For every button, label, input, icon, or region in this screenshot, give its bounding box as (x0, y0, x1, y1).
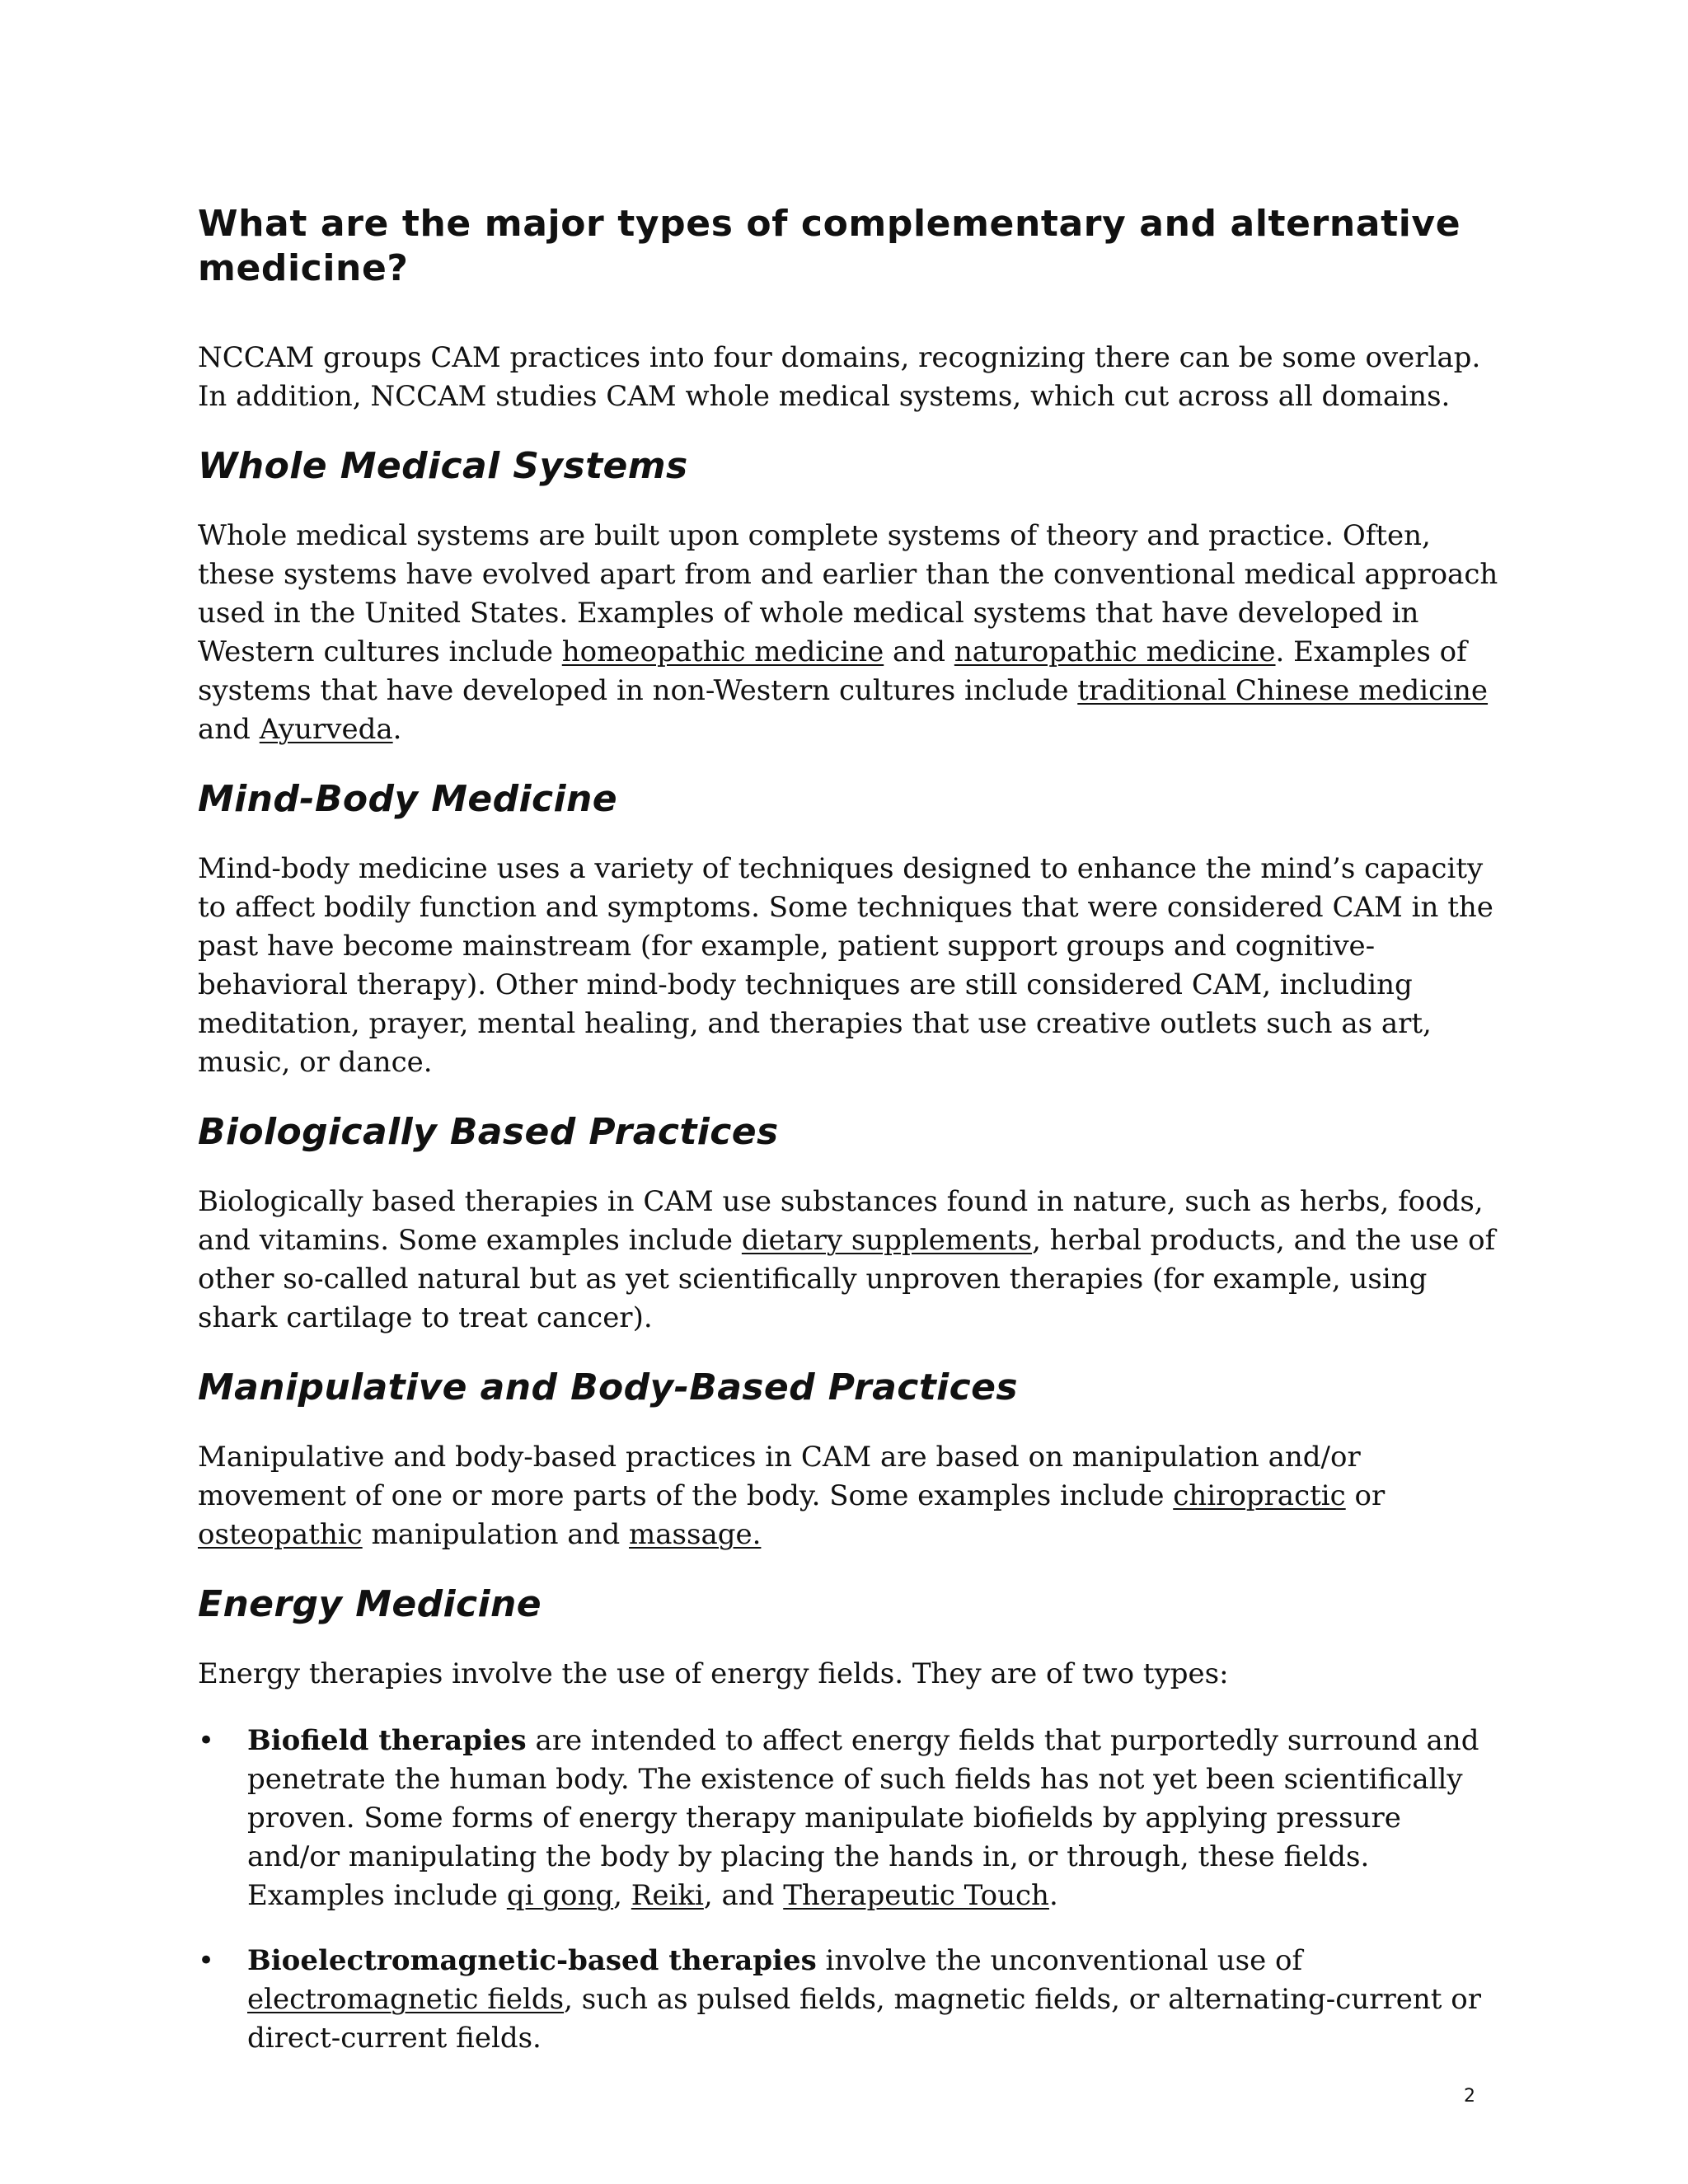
list-item-biofield (198, 1722, 1500, 1915)
text-span: involve the unconventional use of (816, 1944, 1303, 1977)
text-span: , herbal products, and the use of other so-called natural but as yet scientifically unproven therapies (for example, using shark cartilage to treat cancer). (198, 1224, 1496, 1334)
link-naturopathic-medicine[interactable]: naturopathic medicine (954, 635, 1276, 668)
bullet-icon: • (198, 1944, 215, 1977)
text-span: manipulation and (362, 1518, 630, 1551)
link-ayurveda[interactable]: Ayurveda (259, 713, 393, 746)
text-span: and (198, 713, 260, 746)
document-page (198, 202, 1500, 2084)
list-item-bioelectromagnetic (198, 1942, 1500, 2058)
text-span: , (613, 1879, 631, 1912)
heading-whole-medical-systems: Whole Medical Systems (198, 445, 688, 487)
text-span: . Examples of systems that have developed in non-Western cultures include (198, 635, 1467, 707)
text-span: . (1048, 1879, 1058, 1912)
whole-medical-systems-paragraph (198, 517, 1500, 749)
manipulative-paragraph (198, 1438, 1500, 1554)
link-electromagnetic-fields[interactable]: electromagnetic fields (247, 1983, 565, 2016)
text-span: or (1345, 1479, 1386, 1512)
link-homeopathic-medicine[interactable]: homeopathic medicine (561, 635, 884, 668)
page-title: What are the major types of complementary and alternative medicine? (198, 203, 1461, 289)
bullet-icon: • (198, 1724, 215, 1757)
text-span: and (884, 635, 954, 668)
text-span: . (392, 713, 402, 746)
energy-intro-paragraph: Energy therapies involve the use of energy fields. They are of two types: (198, 1657, 1229, 1690)
energy-types-list (198, 1722, 1500, 2058)
text-span: Biologically based therapies in CAM use substances found in nature, such as herbs, foods, and vitamins. Some examples include (198, 1185, 1484, 1257)
text-span: Whole medical systems are built upon complete systems of theory and practice. Often, these systems have evolved apart from and earlier than the conventional medical approach used in the United States. Examples of whole medical systems that have developed in Western cultures include (198, 519, 1498, 668)
heading-manipulative-body-based: Manipulative and Body-Based Practices (198, 1366, 1018, 1408)
heading-biologically-based-practices: Biologically Based Practices (198, 1111, 779, 1153)
link-reiki[interactable]: Reiki (631, 1879, 704, 1912)
link-therapeutic-touch[interactable]: Therapeutic Touch (783, 1879, 1049, 1912)
link-chiropractic[interactable]: chiropractic (1173, 1479, 1346, 1512)
term-bioelectromagnetic-therapies: Bioelectromagnetic-based therapies (247, 1944, 817, 1977)
page-number: 2 (1464, 2086, 1475, 2107)
term-biofield-therapies: Biofield therapies (247, 1724, 527, 1757)
link-massage[interactable]: massage. (629, 1518, 762, 1551)
link-traditional-chinese-medicine[interactable]: traditional Chinese medicine (1077, 674, 1489, 707)
link-dietary-supplements[interactable]: dietary supplements (741, 1224, 1033, 1257)
heading-mind-body-medicine: Mind-Body Medicine (198, 778, 617, 820)
intro-paragraph: NCCAM groups CAM practices into four domains, recognizing there can be some overlap. In addition, NCCAM studies CAM whole medical systems, which cut across all domains. (198, 341, 1481, 413)
link-qi-gong[interactable]: qi gong (506, 1879, 614, 1912)
mind-body-paragraph: Mind-body medicine uses a variety of techniques designed to enhance the mind’s capacity to affect bodily function and symptoms. Some techniques that were considered CAM in the past have become mainstream (for example, patient support groups and cognitive-behavioral therapy). Other mind-body techniques are still considered CAM, including meditation, prayer, mental healing, and therapies that use creative outlets such as art, music, or dance. (198, 852, 1493, 1079)
text-span: are intended to affect energy fields that purportedly surround and penetrate the human body. The existence of such fields has not yet been scientifically proven. Some forms of energy therapy manipulate biofields by applying pressure and/or manipulating the body by placing the hands in, or through, these fields. Examples include (247, 1724, 1479, 1912)
text-span: , such as pulsed fields, magnetic fields, or alternating-current or direct-current fields. (247, 1983, 1481, 2055)
text-span: , and (703, 1879, 784, 1912)
heading-energy-medicine: Energy Medicine (198, 1583, 542, 1625)
biologically-based-paragraph (198, 1183, 1500, 1338)
text-span: Manipulative and body-based practices in CAM are based on manipulation and/or movement of one or more parts of the body. Some examples include (198, 1441, 1361, 1512)
link-osteopathic[interactable]: osteopathic (198, 1518, 363, 1551)
